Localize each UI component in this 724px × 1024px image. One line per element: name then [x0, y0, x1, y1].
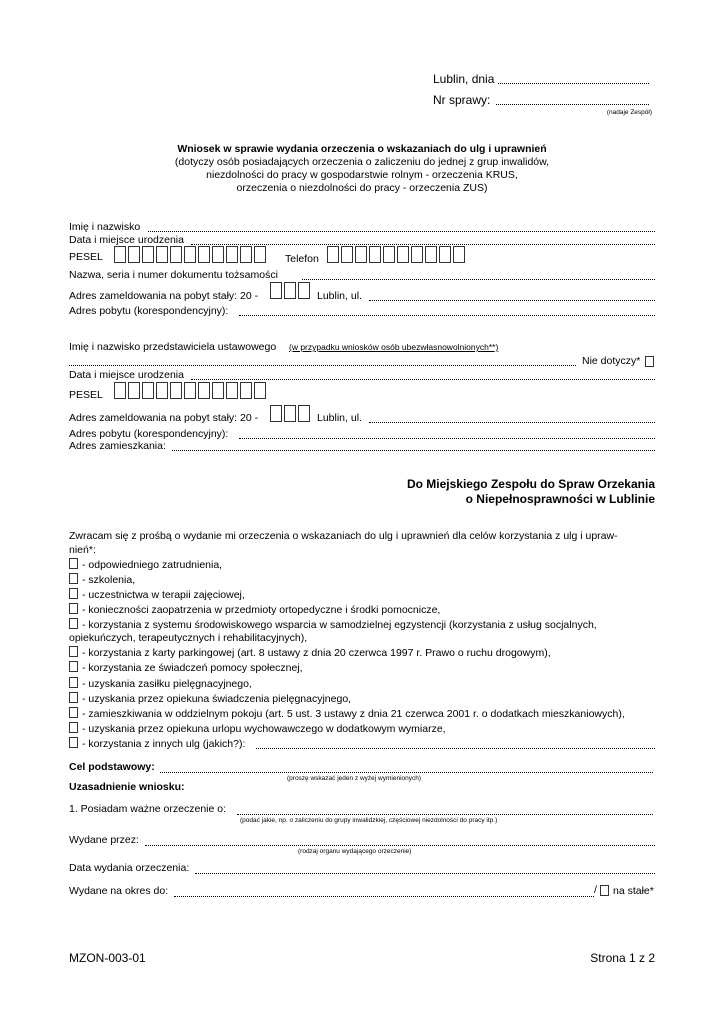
applicant-birth-label: Data i miejsce urodzenia [69, 234, 184, 246]
option-training[interactable]: - szkolenia, [69, 573, 135, 586]
assigned-note: (nadaje Zespół) [606, 109, 652, 116]
applicant-phone-label: Telefon [285, 253, 319, 265]
option-checkbox[interactable] [69, 722, 78, 733]
issue-date-label: Data wydania orzeczenia: [69, 862, 190, 874]
applicant-stay-field[interactable] [239, 315, 655, 316]
representative-name-field[interactable] [69, 365, 576, 366]
recipient-line1: Do Miejskiego Zespołu do Spraw Orzekania [406, 477, 655, 491]
form-subtitle-line1: (dotyczy osób posiadających orzeczenia o zaliczeniu do jednej z grup inwalidów, [174, 156, 550, 168]
option-checkbox[interactable] [69, 661, 78, 672]
applicant-id-doc-label: Nazwa, seria i numer dokumentu tożsamości [69, 269, 278, 281]
representative-address-label: Adres zameldowania na pobyt stały: 20 - [69, 412, 259, 424]
option-other[interactable]: - korzystania z innych ulg (jakich?): [69, 737, 245, 750]
goal-label: Cel podstawowy: [69, 761, 155, 773]
option-checkbox[interactable] [69, 618, 78, 629]
representative-stay-label: Adres pobytu (korespondencyjny): [69, 428, 229, 440]
justification-item1-label: 1. Posiadam ważne orzeczenie o: [69, 803, 227, 815]
permanent-label: na stałe* [613, 885, 654, 897]
applicant-street-field[interactable] [369, 300, 655, 301]
recipient-line2: o Niepełnosprawności w Lublinie [465, 492, 655, 506]
not-applicable-checkbox[interactable] [645, 356, 654, 367]
place-date-field[interactable] [498, 83, 649, 84]
option-parking-card[interactable]: - korzystania z karty parkingowej (art. 8 ustawy z dnia 20 czerwca 1997 r. Prawo o ruchu drogowym), [69, 646, 551, 659]
representative-name-note: (w przypadku wniosków osób ubezwłasnowolnionych**) [289, 342, 499, 352]
option-separate-room[interactable]: - zamieszkiwania w oddzielnym pokoju (art. 5 ust. 3 ustawy z dnia 21 czerwca 2001 r. o dodatkach mieszkaniowych), [69, 707, 625, 720]
option-checkbox[interactable] [69, 588, 78, 599]
representative-city-label: Lublin, ul. [317, 412, 362, 424]
goal-note: (proszę wskazać jeden z wyżej wymienionych) [287, 775, 422, 782]
issue-date-field[interactable] [195, 873, 655, 874]
option-parental-leave[interactable]: - uzyskania przez opiekuna urlopu wychowawczego w dodatkowym wymiarze, [69, 722, 446, 735]
period-label: Wydane na okres do: [69, 885, 169, 897]
place-date-label: Lublin, dnia [433, 72, 495, 86]
option-community-support-continuation: opiekuńczych, terapeutycznych i rehabilitacyjnych), [69, 632, 308, 644]
goal-field[interactable] [160, 772, 653, 773]
applicant-id-doc-field[interactable] [302, 279, 655, 280]
form-code: MZON-003-01 [69, 951, 146, 965]
representative-residence-label: Adres zamieszkania: [69, 440, 166, 452]
representative-birth-label: Data i miejsce urodzenia [69, 369, 184, 381]
form-title: Wniosek w sprawie wydania orzeczenia o wskazaniach do ulg i uprawnień [177, 143, 547, 155]
representative-birth-field[interactable] [191, 379, 655, 380]
representative-stay-field[interactable] [239, 438, 655, 439]
justification-heading: Uzasadnienie wniosku: [69, 781, 185, 793]
applicant-birth-field[interactable] [191, 244, 655, 245]
form-subtitle-line2: niezdolności do pracy w gospodarstwie rolnym - orzeczenia KRUS, [206, 169, 518, 181]
issued-by-field[interactable] [145, 845, 655, 846]
option-orthopedic[interactable]: - konieczności zaopatrzenia w przedmioty ortopedyczne i środki pomocnicze, [69, 603, 440, 616]
request-intro-line2: nień*: [69, 544, 96, 556]
justification-item1-note: (podać jakie, np. o zaliczeniu do grupy inwalidzkiej, częściowej niezdolności do pracy itp.) [240, 817, 498, 824]
page-number: Strona 1 z 2 [590, 951, 655, 965]
option-other-field[interactable] [256, 748, 655, 749]
applicant-phone-boxes[interactable] [327, 246, 465, 263]
applicant-city-label: Lublin, ul. [317, 290, 362, 302]
case-number-field[interactable] [496, 104, 649, 105]
period-field[interactable] [174, 896, 594, 897]
option-checkbox[interactable] [69, 677, 78, 688]
not-applicable-label: Nie dotyczy* [582, 355, 641, 367]
option-social-welfare[interactable]: - korzystania ze świadczeń pomocy społecznej, [69, 661, 303, 674]
option-checkbox[interactable] [69, 707, 78, 718]
option-checkbox[interactable] [69, 646, 78, 657]
period-separator: / [594, 884, 597, 896]
applicant-name-label: Imię i nazwisko [69, 221, 141, 233]
request-intro-line1: Zwracam się z prośbą o wydanie mi orzeczenia o wskazaniach do ulg i uprawnień dla celów korzystania z ulg i upraw- [69, 530, 618, 542]
applicant-stay-label: Adres pobytu (korespondencyjny): [69, 305, 229, 317]
applicant-address-label: Adres zameldowania na pobyt stały: 20 - [69, 290, 259, 302]
issued-by-note: (rodzaj organu wydającego orzeczenie) [298, 848, 412, 855]
option-checkbox[interactable] [69, 737, 78, 748]
applicant-pesel-boxes[interactable] [114, 246, 266, 263]
representative-pesel-label: PESEL [69, 389, 103, 401]
representative-postcode-boxes[interactable] [270, 405, 310, 422]
option-checkbox[interactable] [69, 558, 78, 569]
option-therapy[interactable]: - uczestnictwa w terapii zajęciowej, [69, 588, 245, 601]
applicant-pesel-label: PESEL [69, 251, 103, 263]
permanent-checkbox[interactable] [600, 885, 609, 896]
issued-by-label: Wydane przez: [69, 834, 139, 846]
option-caregiver-benefit[interactable]: - uzyskania przez opiekuna świadczenia pielęgnacyjnego, [69, 692, 351, 705]
representative-name-label: Imię i nazwisko przedstawiciela ustawowego [69, 341, 277, 353]
case-number-label: Nr sprawy: [433, 93, 491, 107]
representative-residence-field[interactable] [172, 450, 655, 451]
option-checkbox[interactable] [69, 603, 78, 614]
applicant-name-field[interactable] [148, 231, 655, 232]
justification-item1-field[interactable] [237, 814, 653, 815]
option-care-allowance[interactable]: - uzyskania zasiłku pielęgnacyjnego, [69, 677, 252, 690]
option-employment[interactable]: - odpowiedniego zatrudnienia, [69, 558, 222, 571]
option-community-support[interactable]: - korzystania z systemu środowiskowego wsparcia w samodzielnej egzystencji (korzystania z usług socjalnych, [69, 618, 597, 631]
option-checkbox[interactable] [69, 692, 78, 703]
applicant-postcode-boxes[interactable] [270, 282, 310, 299]
form-subtitle-line3: orzeczenia o niezdolności do pracy - orzeczenia ZUS) [236, 182, 488, 194]
representative-pesel-boxes[interactable] [114, 382, 266, 399]
representative-street-field[interactable] [369, 422, 655, 423]
option-checkbox[interactable] [69, 573, 78, 584]
